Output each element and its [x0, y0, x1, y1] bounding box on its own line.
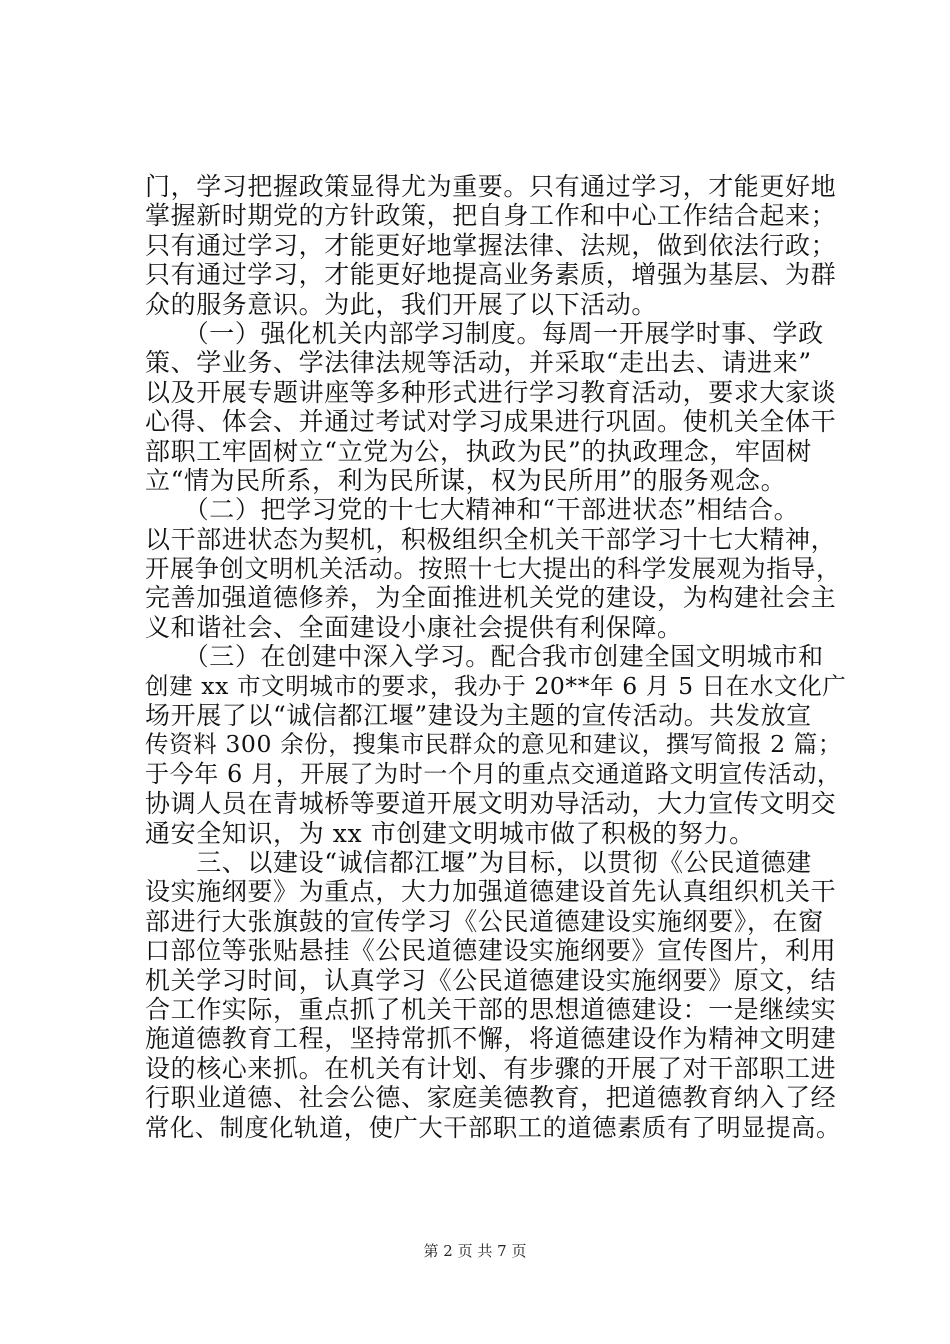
text-line: 常化、制度化轨道，使广大干部职工的道德素质有了明显提高。 — [145, 1112, 841, 1142]
text-line: （二）把学习党的十七大精神和“干部进状态”相结合。 — [145, 495, 800, 525]
text-line: 义和谐社会、全面建设小康社会提供有利保障。 — [145, 612, 683, 642]
text-line: 门，学习把握政策显得尤为重要。只有通过学习，才能更好地 — [145, 172, 837, 201]
text-line: 通安全知识，为 xx 市创建文明城市做了积极的努力。 — [145, 818, 755, 848]
text-line: 创建 xx 市文明城市的要求，我办于 20**年 6 月 5 日在水文化广 — [145, 671, 847, 700]
text-line: 三、以建设“诚信都江堰”为目标，以贯彻《公民道德建 — [145, 847, 812, 877]
text-line: 掌握新时期党的方针政策，把自身工作和中心工作结合起来； — [145, 201, 837, 231]
text-line: 设的核心来抓。在机关有计划、有步骤的开展了对干部职工进 — [145, 1053, 837, 1083]
text-line: 于今年 6 月，开展了为时一个月的重点交通道路文明宣传活动， — [145, 759, 842, 788]
text-line: 合工作实际，重点抓了机关干部的思想道德建设：一是继续实 — [145, 994, 837, 1024]
text-line: （一）强化机关内部学习制度。每周一开展学时事、学政 — [145, 318, 824, 348]
text-line: 部进行大张旗鼓的宣传学习《公民道德建设实施纲要》，在窗 — [145, 906, 824, 936]
text-line: 只有通过学习，才能更好地掌握法律、法规，做到依法行政； — [145, 230, 837, 260]
text-line: 场开展了以“诚信都江堰”建设为主题的宣传活动。共发放宣 — [145, 701, 812, 731]
text-line: 行职业道德、社会公德、家庭美德教育，把道德教育纳入了经 — [145, 1083, 837, 1113]
text-line: 传资料 300 余份，搜集市民群众的意见和建议，撰写简报 2 篇； — [145, 730, 842, 759]
text-line: 协调人员在青城桥等要道开展文明劝导活动，大力宣传文明交 — [145, 789, 837, 819]
text-line: 以干部进状态为契机，积极组织全机关干部学习十七大精神， — [145, 524, 837, 554]
text-line: 只有通过学习，才能更好地提高业务素质，增强为基层、为群 — [145, 260, 837, 290]
text-line: 心得、体会、并通过考试对学习成果进行巩固。使机关全体干 — [145, 407, 837, 437]
text-line: 完善加强道德修养，为全面推进机关党的建设，为构建社会主 — [145, 583, 837, 613]
text-line: 策、学业务、学法律法规等活动，并采取“走出去、请进来” — [145, 348, 812, 378]
text-line: 机关学习时间，认真学习《公民道德建设实施纲要》原文，结 — [145, 965, 837, 995]
document-body — [145, 172, 845, 1142]
page-number-footer: 第 2 页 共 7 页 — [423, 1242, 527, 1260]
text-line: 部职工牢固树立“立党为公，执政为民”的执政理念，牢固树 — [145, 436, 812, 466]
text-line: （三）在创建中深入学习。配合我市创建全国文明城市和 — [145, 642, 824, 672]
text-line: 立“情为民所系，利为民所谋，权为民所用”的服务观念。 — [145, 465, 787, 495]
text-line: 施道德教育工程，坚持常抓不懈，将道德建设作为精神文明建 — [145, 1024, 837, 1054]
text-line: 以及开展专题讲座等多种形式进行学习教育活动，要求大家谈 — [145, 377, 837, 407]
text-line: 众的服务意识。为此，我们开展了以下活动。 — [145, 289, 658, 319]
text-line: 口部位等张贴悬挂《公民道德建设实施纲要》宣传图片，利用 — [145, 936, 837, 966]
text-line: 开展争创文明机关活动。按照十七大提出的科学发展观为指导， — [145, 554, 841, 584]
text-line: 设实施纲要》为重点，大力加强道德建设首先认真组织机关干 — [145, 877, 837, 907]
